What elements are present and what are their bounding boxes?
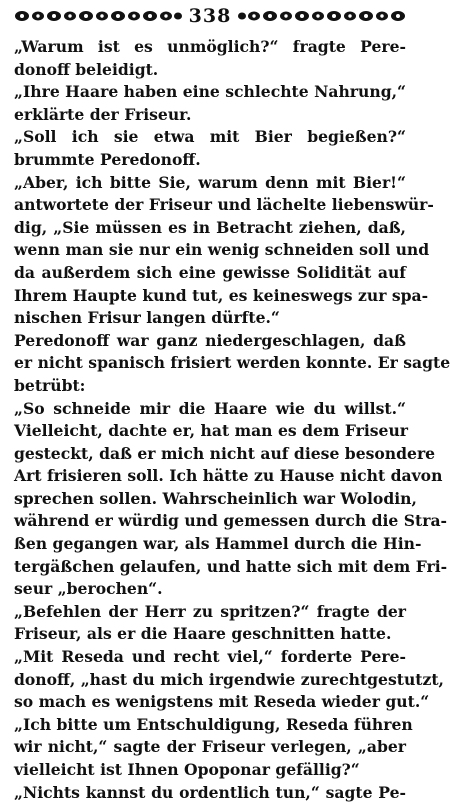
text-line: „Ihre Haare haben eine schlechte Nahrung,“: [14, 82, 406, 102]
page-number: 338: [188, 5, 232, 27]
text-line: „Mit Reseda und recht viel,“ forderte Pere-: [14, 647, 406, 667]
text-line: sprechen sollen. Wahrscheinlich war Wolodin,: [14, 488, 417, 508]
text-line: erklärte der Friseur.: [14, 104, 192, 124]
text-line: Art frisieren soll. Ich hätte zu Hause nicht davon: [14, 466, 443, 486]
text-line: während er würdig und gemessen durch die Stra-: [14, 511, 448, 531]
right-ornament-icon: [236, 9, 406, 23]
text-line: Vielleicht, dachte er, hat man es dem Friseur: [14, 421, 409, 441]
text-line: „Ich bitte um Entschuldigung, Reseda führen: [14, 714, 413, 734]
left-ornament-icon: [14, 9, 184, 23]
text-line: brummte Peredonoff.: [14, 149, 201, 169]
text-line: seur „berochen“.: [14, 579, 163, 599]
text-line: antwortete der Friseur und lächelte liebenswür-: [14, 195, 434, 215]
text-line: wir nicht,“ sagte der Friseur verlegen, „aber: [14, 737, 406, 757]
text-line: da außerdem sich eine gewisse Solidität auf: [14, 262, 406, 282]
text-line: ßen gegangen war, als Hammel durch die Hin-: [14, 534, 422, 554]
page-header: [14, 0, 406, 30]
text-line: Friseur, als er die Haare geschnitten hatte.: [14, 624, 392, 644]
text-line: so mach es wenigstens mit Reseda wieder gut.“: [14, 692, 430, 712]
text-line: gesteckt, daß er mich nicht auf diese besondere: [14, 443, 436, 463]
text-line: „Soll ich sie etwa mit Bier begießen?“: [14, 127, 406, 147]
page-body-text: [14, 36, 450, 804]
text-line: „Warum ist es unmöglich?“ fragte Pere-: [14, 37, 406, 56]
text-line: dig, „Sie müssen es in Betracht ziehen, daß,: [14, 217, 406, 237]
text-line: Peredonoff war ganz niedergeschlagen, daß: [14, 330, 406, 350]
text-line: „Nichts kannst du ordentlich tun,“ sagte Pe-: [14, 782, 406, 802]
text-line: er nicht spanisch frisiert werden konnte. Er sagte: [14, 353, 450, 373]
text-line: tergäßchen gelaufen, und hatte sich mit dem Fri-: [14, 556, 448, 576]
text-line: donoff beleidigt.: [14, 59, 159, 79]
text-line: „Befehlen der Herr zu spritzen?“ fragte der: [14, 601, 406, 621]
text-line: donoff, „hast du mich irgendwie zurechtgestutzt,: [14, 669, 444, 689]
text-line: nischen Frisur langen dürfte.“: [14, 308, 280, 328]
text-line: Ihrem Haupte kund tut, es keineswegs zur spa-: [14, 285, 429, 305]
text-line: betrübt:: [14, 375, 86, 395]
text-line: „So schneide mir die Haare wie du willst.“: [14, 398, 406, 418]
text-line: „Aber, ich bitte Sie, warum denn mit Bier!“: [14, 172, 406, 192]
text-line: vielleicht ist Ihnen Opoponar gefällig?“: [14, 760, 360, 779]
text-line: wenn man sie nur ein wenig schneiden soll und: [14, 240, 430, 260]
